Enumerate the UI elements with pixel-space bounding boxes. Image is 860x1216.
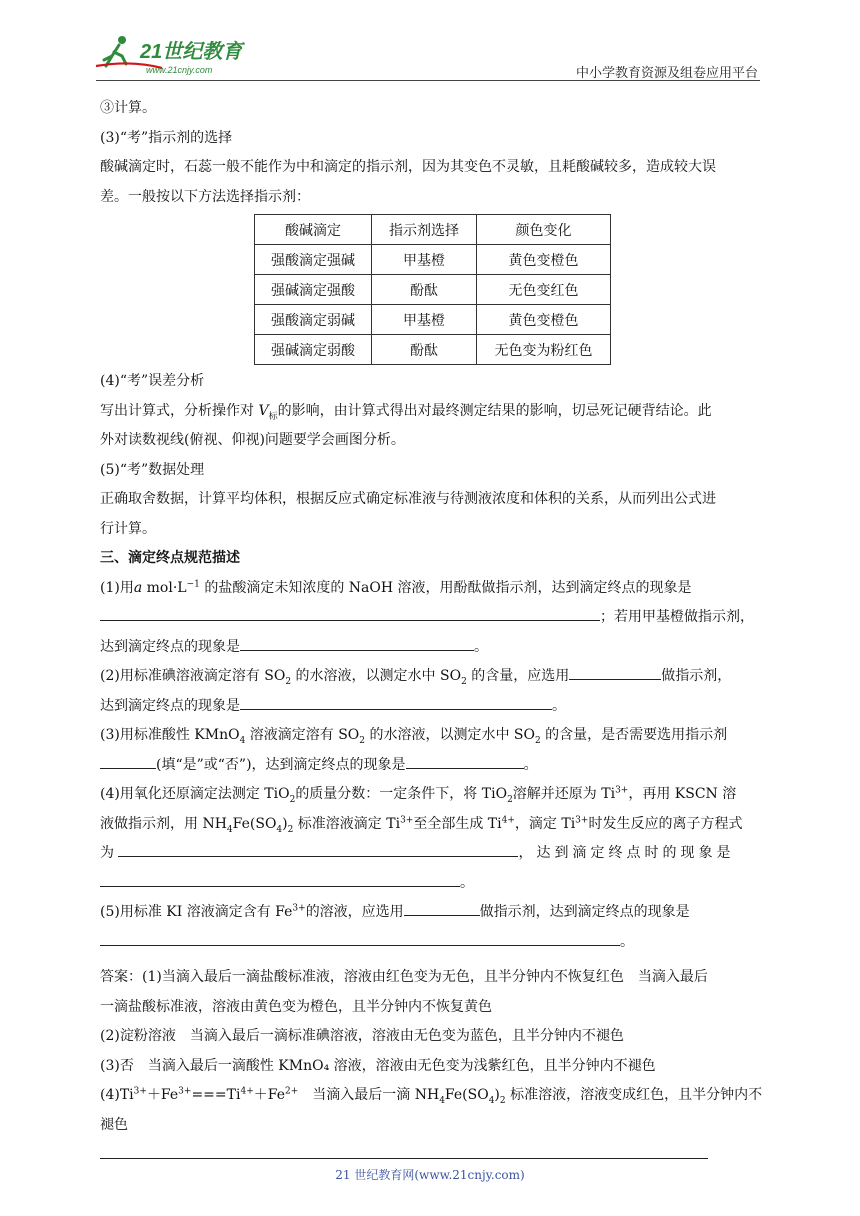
- superscript: 3+: [292, 903, 306, 914]
- superscript: 4+: [501, 814, 515, 825]
- superscript: −1: [186, 578, 200, 589]
- text-line: [100, 839, 762, 869]
- subscript: 2: [289, 794, 296, 805]
- text-span: (填“是”或“否”)，达到滴定终点的现象是: [156, 756, 406, 773]
- section-heading: 三、滴定终点规范描述: [100, 550, 240, 566]
- answer-blank[interactable]: [118, 839, 518, 857]
- logo-url: www.21cnjy.com: [146, 65, 213, 75]
- question-1: [100, 574, 762, 604]
- text-span: ，达到滴定终点时的现象是: [518, 845, 735, 861]
- text-span: mol·L: [142, 579, 187, 596]
- text-line: [100, 810, 762, 840]
- header-divider: [96, 80, 760, 81]
- text-line: ③计算。: [100, 100, 156, 116]
- table-cell: 强酸滴定强碱: [255, 245, 372, 275]
- table-cell: 酚酞: [372, 275, 477, 305]
- superscript: 3+: [615, 785, 629, 796]
- document-body: [100, 94, 762, 1140]
- superscript: 3+: [400, 814, 414, 825]
- subscript: 2: [359, 735, 366, 746]
- text-span: ===Ti: [191, 1087, 241, 1103]
- text-span: ＋Fe: [146, 1087, 179, 1103]
- answer-blank[interactable]: [240, 633, 474, 651]
- text-span: 溶液滴定溶有 SO: [245, 727, 360, 743]
- text-span: 。: [523, 756, 538, 773]
- table-row: [255, 305, 611, 335]
- table-header: 指示剂选择: [372, 215, 477, 245]
- footer-divider: [100, 1158, 708, 1159]
- text-span: (1)用: [100, 579, 134, 596]
- superscript: 3+: [575, 814, 589, 825]
- variable-v: V: [258, 402, 269, 419]
- text-span: (4)用氧化还原滴定法测定 TiO: [100, 786, 290, 802]
- question-3: [100, 721, 762, 751]
- question-5: [100, 898, 762, 928]
- table-header: 颜色变化: [477, 215, 611, 245]
- answer-line: 答案：(1)当滴入最后一滴盐酸标准液，溶液由红色变为无色，且半分钟内不恢复红色 当滴入最后: [100, 969, 708, 985]
- subscript: 4: [276, 824, 283, 835]
- answer-blank[interactable]: [100, 928, 620, 946]
- text-span: 做指示剂，: [661, 668, 732, 684]
- table-cell: 酚酞: [372, 335, 477, 365]
- text-span: ): [494, 1087, 500, 1103]
- text-span: ＋Fe: [253, 1087, 285, 1103]
- answer-line: 一滴盐酸标准液，溶液由黄色变为橙色，且半分钟内不恢复黄色: [100, 998, 492, 1015]
- table-row: [255, 245, 611, 275]
- answer-blank[interactable]: [406, 751, 524, 769]
- table-cell: 甲基橙: [372, 305, 477, 335]
- logo: [92, 32, 262, 78]
- text-span: (3)用标准酸性 KMnO: [100, 727, 240, 743]
- text-span: 。: [620, 933, 634, 950]
- variable-a: a: [133, 579, 143, 596]
- subscript: 2: [285, 676, 292, 687]
- text-span: 标准溶液，溶液变成红色，且半分钟内不: [505, 1087, 763, 1103]
- text-span: ；若用甲基橙做指示剂，: [600, 609, 754, 625]
- text-span: 的水溶液，以测定水中 SO: [365, 727, 535, 743]
- text-span: 液做指示剂，用 NH: [100, 815, 227, 832]
- table-header-row: [255, 215, 611, 245]
- text-span: 。: [552, 697, 566, 714]
- text-line: 差。一般按以下方法选择指示剂：: [100, 188, 310, 205]
- text-line: [100, 751, 762, 781]
- table-row: [255, 335, 611, 365]
- logo-text: 21世纪教育: [140, 41, 243, 63]
- footer-text: 21 世纪教育网(www.21cnjy.com): [335, 1168, 525, 1182]
- text-span: ，再用 KSCN 溶: [628, 786, 737, 802]
- text-span: 的影响，由计算式得出对最终测定结果的影响，切忌死记硬背结论。此: [277, 402, 712, 419]
- text-line: [100, 928, 762, 958]
- answer-blank[interactable]: [240, 692, 552, 710]
- indicator-table: [254, 214, 611, 365]
- text-span: 。: [460, 874, 474, 891]
- text-span: 达到滴定终点的现象是: [100, 638, 240, 655]
- text-span: 的含量，是否需要选用指示剂: [540, 727, 728, 743]
- text-line: 外对读数视线(俯视、仰视)问题要学会画图分析。: [100, 432, 405, 448]
- text-span: 的质量分数：一定条件下，将 TiO: [295, 786, 508, 802]
- answer-blank[interactable]: [100, 603, 600, 621]
- subscript: 2: [534, 735, 541, 746]
- table-cell: 黄色变橙色: [477, 305, 611, 335]
- answer-line: (2)淀粉溶液 当滴入最后一滴标准碘溶液，溶液由无色变为蓝色，且半分钟内不褪色: [100, 1028, 624, 1044]
- text-span: 的含量，应选用: [466, 668, 570, 684]
- text-span: 的水溶液，以测定水中 SO: [291, 668, 462, 684]
- answer-line: [100, 1081, 762, 1111]
- question-4: [100, 780, 762, 810]
- table-cell: 无色变红色: [477, 275, 611, 305]
- text-span: 时发生反应的离子方程式: [588, 815, 743, 832]
- superscript: 3+: [133, 1086, 147, 1097]
- subscript: 4: [239, 735, 246, 746]
- subscript: 2: [287, 824, 294, 835]
- text-span: 写出计算式，分析操作对: [100, 402, 254, 419]
- text-span: ): [282, 815, 288, 832]
- text-span: 的盐酸滴定未知浓度的 NaOH 溶液，用酚酞做指示剂，达到滴定终点的现象是: [199, 579, 692, 596]
- answer-line: 褪色: [100, 1116, 128, 1133]
- text-span: Fe(SO: [444, 1087, 489, 1103]
- text-span: Fe(SO: [232, 815, 277, 832]
- table-header: 酸碱滴定: [255, 215, 372, 245]
- text-line: [100, 692, 762, 722]
- text-span: 溶解并还原为 Ti: [512, 786, 616, 802]
- text-span: (5)用标准 KI 溶液滴定含有 Fe: [100, 904, 293, 920]
- text-line: 酸碱滴定时，石蕊一般不能作为中和滴定的指示剂，因为其变色不灵敏，且耗酸碱较多，造成较大误: [100, 159, 716, 175]
- text-span: 标准溶液滴定 Ti: [293, 815, 401, 832]
- subscript: 2: [461, 676, 467, 687]
- table-cell: 强酸滴定弱碱: [255, 305, 372, 335]
- text-span: (4)Ti: [100, 1087, 134, 1103]
- answer-blank[interactable]: [100, 751, 156, 769]
- subscript: 4: [439, 1095, 445, 1106]
- text-line: 行计算。: [100, 520, 156, 537]
- answer-blank[interactable]: [569, 662, 661, 680]
- table-cell: 强碱滴定弱酸: [255, 335, 372, 365]
- subheading: (5)“考”数据处理: [100, 461, 205, 478]
- subscript: 4: [488, 1095, 495, 1106]
- text-line: [100, 603, 762, 633]
- superscript: 2+: [284, 1086, 299, 1097]
- answer-blank[interactable]: [404, 898, 480, 916]
- superscript: 3+: [178, 1086, 192, 1097]
- text-line: [100, 633, 762, 663]
- text-line: [100, 397, 762, 427]
- text-span: 至全部生成 Ti: [413, 815, 502, 832]
- text-span: 为: [100, 845, 114, 861]
- question-2: [100, 662, 762, 692]
- table-cell: 无色变为粉红色: [477, 335, 611, 365]
- text-span: 达到滴定终点的现象是: [100, 697, 240, 714]
- text-span: 的溶液，应选用: [305, 904, 404, 920]
- text-span: 。: [474, 638, 488, 655]
- text-line: 正确取舍数据，计算平均体积，根据反应式确定标准液与待测液浓度和体积的关系，从而列出公式进: [100, 491, 716, 507]
- text-span: 做指示剂，达到滴定终点的现象是: [479, 904, 690, 920]
- table-row: [255, 275, 611, 305]
- header-platform-text: 中小学教育资源及组卷应用平台: [575, 66, 758, 81]
- subheading: (3)“考”指示剂的选择: [100, 129, 233, 146]
- text-line: [100, 869, 762, 899]
- table-cell: 甲基橙: [372, 245, 477, 275]
- table-cell: 强碱滴定强酸: [255, 275, 372, 305]
- answer-blank[interactable]: [100, 869, 460, 887]
- answer-line: (3)否 当滴入最后一滴酸性 KMnO₄ 溶液，溶液由无色变为浅紫红色，且半分钟内不褪色: [100, 1057, 656, 1074]
- subscript: 2: [499, 1095, 506, 1106]
- subscript: 2: [507, 794, 513, 805]
- subscript: 4: [226, 824, 233, 835]
- text-span: 当滴入最后一滴 NH: [298, 1087, 440, 1103]
- subheading: (4)“考”误差分析: [100, 373, 205, 389]
- text-span: ，滴定 Ti: [514, 815, 576, 832]
- table-cell: 黄色变橙色: [477, 245, 611, 275]
- subscript: 标: [268, 411, 278, 422]
- superscript: 4+: [240, 1086, 254, 1097]
- text-span: (2)用标准碘溶液滴定溶有 SO: [100, 668, 286, 684]
